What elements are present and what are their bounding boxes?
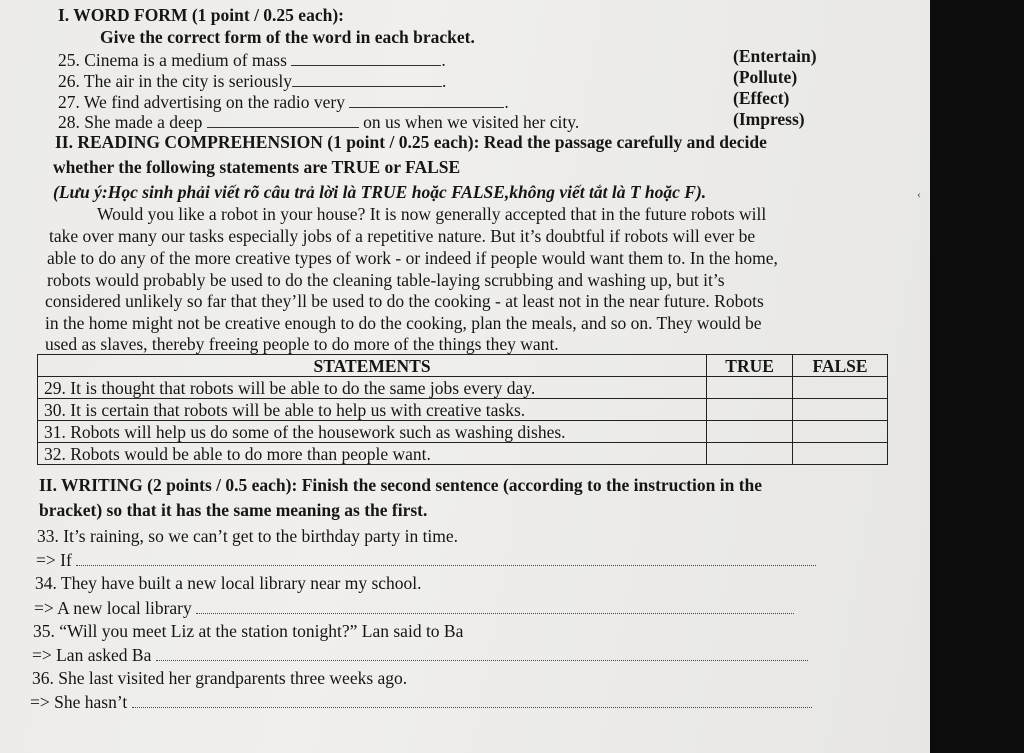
dark-background-edge — [930, 0, 1024, 753]
passage-line-3: able to do any of the more creative types of work - or indeed if people would want them to. In the home, — [47, 248, 778, 268]
passage-line-7: used as slaves, thereby freeing people to do more of the things they want. — [45, 334, 559, 354]
table-row — [38, 421, 888, 443]
true-cell-31[interactable] — [707, 421, 793, 443]
word-hint-27: (Effect) — [733, 88, 790, 108]
word-hint-26: (Pollute) — [733, 67, 798, 87]
question-28: 28. She made a deep on us when we visited her city. — [58, 112, 580, 132]
writing-heading-1: II. WRITING (2 points / 0.5 each): Finish the second sentence (according to the instruction in the — [39, 475, 763, 495]
true-cell-32[interactable] — [707, 443, 793, 465]
false-cell-32[interactable] — [793, 443, 888, 465]
question-25: 25. Cinema is a medium of mass . — [58, 50, 446, 70]
reading-note: (Lưu ý:Học sinh phải viết rõ câu trả lời là TRUE hoặc FALSE,không viết tắt là T hoặc F). — [53, 182, 707, 202]
question-26: 26. The air in the city is seriously . — [58, 71, 447, 91]
reading-heading-1: II. READING COMPREHENSION (1 point / 0.25 each): Read the passage carefully and decide — [55, 132, 767, 152]
answer-blank-28[interactable] — [207, 113, 359, 128]
header-false: FALSE — [793, 355, 888, 377]
answer-blank-27[interactable] — [349, 93, 504, 108]
answer-blank-25[interactable] — [291, 51, 441, 66]
passage-line-1: Would you like a robot in your house? It is now generally accepted that in the future robots will — [97, 204, 767, 224]
table-header-row — [38, 355, 888, 377]
true-cell-29[interactable] — [707, 377, 793, 399]
question-34: 34. They have built a new local library near my school. — [35, 573, 422, 593]
answer-blank-34[interactable] — [196, 600, 794, 614]
question-36: 36. She last visited her grandparents three weeks ago. — [32, 668, 408, 688]
answer-line-33: => If — [36, 550, 816, 570]
false-cell-31[interactable] — [793, 421, 888, 443]
passage-line-6: in the home might not be creative enough to do the cooking, plan the meals, and so on. They would be — [45, 313, 762, 333]
table-row — [38, 399, 888, 421]
answer-blank-33[interactable] — [76, 552, 816, 566]
passage-line-5: considered unlikely so far that they’ll be used to do the cooking - at least not in the near future. Robots — [45, 291, 764, 311]
question-35: 35. “Will you meet Liz at the station tonight?” Lan said to Ba — [33, 621, 464, 641]
header-true: TRUE — [707, 355, 793, 377]
statement-31: 31. Robots will help us do some of the housework such as washing dishes. — [38, 421, 707, 443]
passage-line-2: take over many our tasks especially jobs of a repetitive nature. But it’s doubtful if robots will ever be — [49, 226, 756, 246]
true-cell-30[interactable] — [707, 399, 793, 421]
word-hint-28: (Impress) — [733, 109, 805, 129]
answer-blank-26[interactable] — [292, 72, 442, 87]
statement-32: 32. Robots would be able to do more than people want. — [38, 443, 707, 465]
answer-blank-35[interactable] — [156, 647, 808, 661]
reading-heading-2: whether the following statements are TRUE or FALSE — [53, 157, 461, 177]
table-row — [38, 443, 888, 465]
answer-blank-36[interactable] — [132, 694, 812, 708]
answer-line-35: => Lan asked Ba — [32, 645, 808, 665]
true-false-table — [37, 354, 888, 465]
false-cell-29[interactable] — [793, 377, 888, 399]
word-form-heading: I. WORD FORM (1 point / 0.25 each): — [58, 5, 344, 25]
statement-29: 29. It is thought that robots will be able to do the same jobs every day. — [38, 377, 707, 399]
passage-line-4: robots would probably be used to do the cleaning table-laying scrubbing and washing up, but it’s — [47, 270, 725, 290]
answer-line-34: => A new local library — [34, 598, 794, 618]
word-form-instruction: Give the correct form of the word in each bracket. — [100, 27, 475, 47]
table-row — [38, 377, 888, 399]
pen-mark: ‹ — [917, 187, 921, 201]
word-hint-25: (Entertain) — [733, 46, 817, 66]
question-27: 27. We find advertising on the radio very . — [58, 92, 509, 112]
statement-30: 30. It is certain that robots will be able to help us with creative tasks. — [38, 399, 707, 421]
answer-line-36: => She hasn’t — [30, 692, 812, 712]
header-statements: STATEMENTS — [38, 355, 707, 377]
false-cell-30[interactable] — [793, 399, 888, 421]
question-33: 33. It’s raining, so we can’t get to the birthday party in time. — [37, 526, 459, 546]
writing-heading-2: bracket) so that it has the same meaning as the first. — [39, 500, 428, 520]
